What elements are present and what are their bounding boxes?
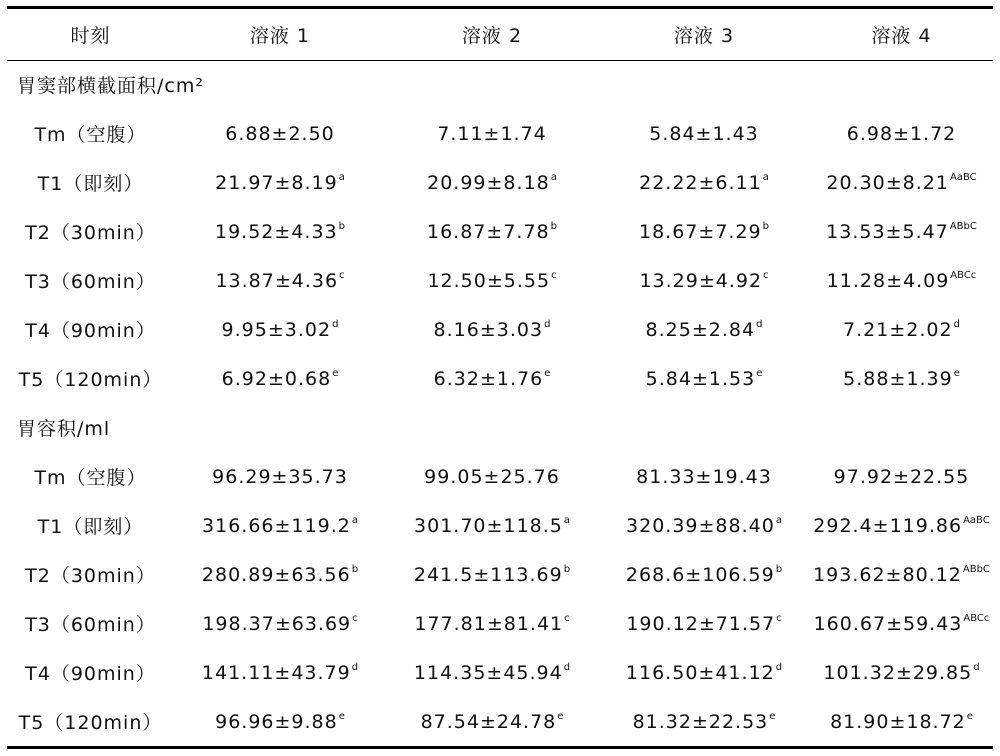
value-cell [174, 452, 386, 501]
cell-value: 97.92±22.55 [833, 465, 970, 488]
value-cell [598, 256, 810, 305]
value-cell [810, 256, 993, 305]
cell-value: 19.52±4.33 [215, 220, 338, 243]
significance-marker: d [756, 318, 763, 330]
value-cell [598, 158, 810, 207]
row-label: T3（60min） [25, 614, 156, 636]
cell-value: 5.88±1.39 [843, 367, 953, 390]
row-label: T2（30min） [25, 565, 156, 587]
header-solution-4: 溶液 4 [871, 25, 932, 47]
header-solution-1: 溶液 1 [249, 25, 311, 47]
value-cell [810, 354, 993, 403]
significance-marker: b [563, 563, 571, 575]
header-solution-3: 溶液 3 [673, 25, 735, 47]
table-row [7, 354, 993, 403]
significance-marker: c [776, 612, 782, 624]
significance-marker: e [769, 710, 776, 722]
cell-value: 7.21±2.02 [843, 318, 953, 341]
value-cell [386, 305, 598, 354]
row-label: Tm（空腹） [34, 467, 147, 489]
cell-value: 13.53±5.47 [826, 220, 949, 243]
value-cell [810, 648, 993, 697]
table-row [7, 452, 993, 501]
cell-value: 20.99±8.18 [427, 171, 550, 194]
cell-value: 81.32±22.53 [632, 710, 769, 733]
cell-value: 99.05±25.76 [424, 465, 560, 488]
significance-marker: ABCc [950, 269, 977, 281]
cell-value: 5.84±1.53 [645, 367, 756, 390]
significance-marker: b [550, 220, 557, 232]
table-row [7, 697, 993, 746]
significance-marker: a [775, 514, 782, 526]
cell-value: 81.90±18.72 [830, 710, 966, 733]
value-cell [598, 305, 810, 354]
cell-value: 87.54±24.78 [420, 710, 557, 733]
cell-value: 22.22±6.11 [639, 171, 762, 194]
value-cell [386, 207, 598, 256]
cell-value: 190.12±71.57 [626, 612, 776, 635]
value-cell [174, 354, 386, 403]
significance-marker: d [775, 661, 783, 673]
results-table [7, 9, 993, 746]
section-header-row [7, 60, 993, 109]
value-cell [810, 452, 993, 501]
cell-value: 81.33±19.43 [636, 465, 772, 488]
cell-value: 320.39±88.40 [626, 514, 775, 537]
table-row [7, 550, 993, 599]
value-cell [174, 697, 386, 746]
cell-value: 301.70±118.5 [414, 514, 563, 537]
value-cell [810, 158, 993, 207]
cell-value: 12.50±5.55 [427, 269, 551, 292]
value-cell [386, 648, 598, 697]
cell-value: 21.97±8.19 [215, 171, 338, 194]
cell-value: 292.4±119.86 [813, 514, 963, 537]
value-cell [598, 599, 810, 648]
cell-value: 96.96±9.88 [215, 710, 338, 733]
value-cell [386, 697, 598, 746]
row-label: T4（90min） [25, 320, 156, 342]
significance-marker: ABbC [962, 563, 990, 575]
value-cell [174, 109, 386, 158]
significance-marker: e [338, 710, 345, 722]
cell-value: 11.28±4.09 [826, 269, 950, 292]
value-cell [174, 599, 386, 648]
cell-value: 13.87±4.36 [215, 269, 339, 292]
row-label: T4（90min） [25, 663, 156, 685]
significance-marker: d [973, 661, 980, 673]
section-header-row [7, 403, 993, 452]
cell-value: 6.98±1.72 [846, 122, 957, 145]
cell-value: 5.84±1.43 [649, 122, 759, 145]
value-cell [386, 550, 598, 599]
significance-marker: d [953, 318, 960, 330]
significance-marker: a [550, 171, 557, 183]
cell-value: 7.11±1.74 [437, 122, 547, 145]
value-cell [386, 452, 598, 501]
value-cell [810, 550, 993, 599]
cell-value: 177.81±81.41 [414, 612, 564, 635]
table-row [7, 207, 993, 256]
value-cell [386, 256, 598, 305]
bottom-rule [7, 746, 993, 749]
table-row [7, 599, 993, 648]
cell-value: 16.87±7.78 [427, 220, 550, 243]
significance-marker: e [332, 367, 339, 379]
significance-marker: d [332, 318, 339, 330]
table-row [7, 158, 993, 207]
value-cell [386, 158, 598, 207]
section-title: 胃窦部横截面积/cm² [17, 75, 204, 97]
row-label: T1（即刻） [37, 173, 144, 195]
significance-marker: b [338, 220, 345, 232]
cell-value: 101.32±29.85 [823, 661, 973, 684]
significance-marker: e [557, 710, 564, 722]
cell-value: 18.67±7.29 [639, 220, 762, 243]
header-time: 时刻 [70, 25, 111, 47]
cell-value: 8.25±2.84 [645, 318, 756, 341]
value-cell [598, 207, 810, 256]
significance-marker: b [351, 563, 359, 575]
value-cell [174, 207, 386, 256]
significance-marker: d [351, 661, 359, 673]
significance-marker: e [966, 710, 973, 722]
cell-value: 160.67±59.43 [813, 612, 963, 635]
significance-marker: b [775, 563, 783, 575]
table-row [7, 305, 993, 354]
value-cell [810, 305, 993, 354]
row-label: T2（30min） [25, 222, 156, 244]
cell-value: 13.29±4.92 [639, 269, 763, 292]
value-cell [386, 109, 598, 158]
significance-marker: AaBC [949, 171, 977, 183]
significance-marker: a [351, 514, 358, 526]
significance-marker: d [544, 318, 551, 330]
cell-value: 280.89±63.56 [201, 563, 351, 586]
cell-value: 116.50±41.12 [625, 661, 775, 684]
significance-marker: ABCc [963, 612, 990, 624]
significance-marker: c [352, 612, 358, 624]
value-cell [174, 158, 386, 207]
value-cell [810, 207, 993, 256]
value-cell [598, 501, 810, 550]
row-label: T5（120min） [18, 369, 163, 391]
significance-marker: c [763, 269, 769, 281]
cell-value: 316.66±119.2 [202, 514, 351, 537]
value-cell [810, 109, 993, 158]
cell-value: 6.92±0.68 [221, 367, 332, 390]
header-row [7, 9, 993, 60]
significance-marker: e [953, 367, 960, 379]
table-row [7, 501, 993, 550]
row-label: T1（即刻） [37, 516, 144, 538]
value-cell [810, 599, 993, 648]
table-body [7, 60, 993, 746]
value-cell [598, 697, 810, 746]
cell-value: 141.11±43.79 [201, 661, 351, 684]
cell-value: 20.30±8.21 [826, 171, 949, 194]
value-cell [598, 109, 810, 158]
value-cell [598, 354, 810, 403]
table-row [7, 256, 993, 305]
value-cell [598, 550, 810, 599]
header-solution-2: 溶液 2 [461, 25, 523, 47]
cell-value: 8.16±3.03 [433, 318, 544, 341]
value-cell [174, 501, 386, 550]
value-cell [598, 452, 810, 501]
significance-marker: d [563, 661, 571, 673]
value-cell [174, 305, 386, 354]
significance-marker: AaBC [963, 514, 990, 526]
cell-value: 6.88±2.50 [225, 122, 335, 145]
value-cell [174, 648, 386, 697]
cell-value: 193.62±80.12 [813, 563, 962, 586]
significance-marker: a [338, 171, 345, 183]
value-cell [174, 550, 386, 599]
row-label: Tm（空腹） [34, 124, 147, 146]
section-title: 胃容积/ml [17, 418, 111, 440]
significance-marker: c [551, 269, 557, 281]
table-row [7, 109, 993, 158]
significance-marker: c [564, 612, 570, 624]
significance-marker: b [762, 220, 769, 232]
value-cell [810, 501, 993, 550]
value-cell [810, 697, 993, 746]
table-row [7, 648, 993, 697]
cell-value: 9.95±3.02 [221, 318, 332, 341]
significance-marker: a [762, 171, 769, 183]
cell-value: 114.35±45.94 [413, 661, 563, 684]
value-cell [386, 354, 598, 403]
cell-value: 6.32±1.76 [433, 367, 544, 390]
significance-marker: a [563, 514, 570, 526]
significance-marker: ABbC [949, 220, 977, 232]
row-label: T5（120min） [18, 712, 163, 734]
significance-marker: c [339, 269, 345, 281]
value-cell [598, 648, 810, 697]
value-cell [386, 501, 598, 550]
cell-value: 241.5±113.69 [413, 563, 563, 586]
row-label: T3（60min） [25, 271, 156, 293]
cell-value: 96.29±35.73 [212, 465, 348, 488]
value-cell [174, 256, 386, 305]
cell-value: 198.37±63.69 [202, 612, 352, 635]
significance-marker: e [544, 367, 551, 379]
cell-value: 268.6±106.59 [625, 563, 775, 586]
value-cell [386, 599, 598, 648]
significance-marker: e [756, 367, 763, 379]
